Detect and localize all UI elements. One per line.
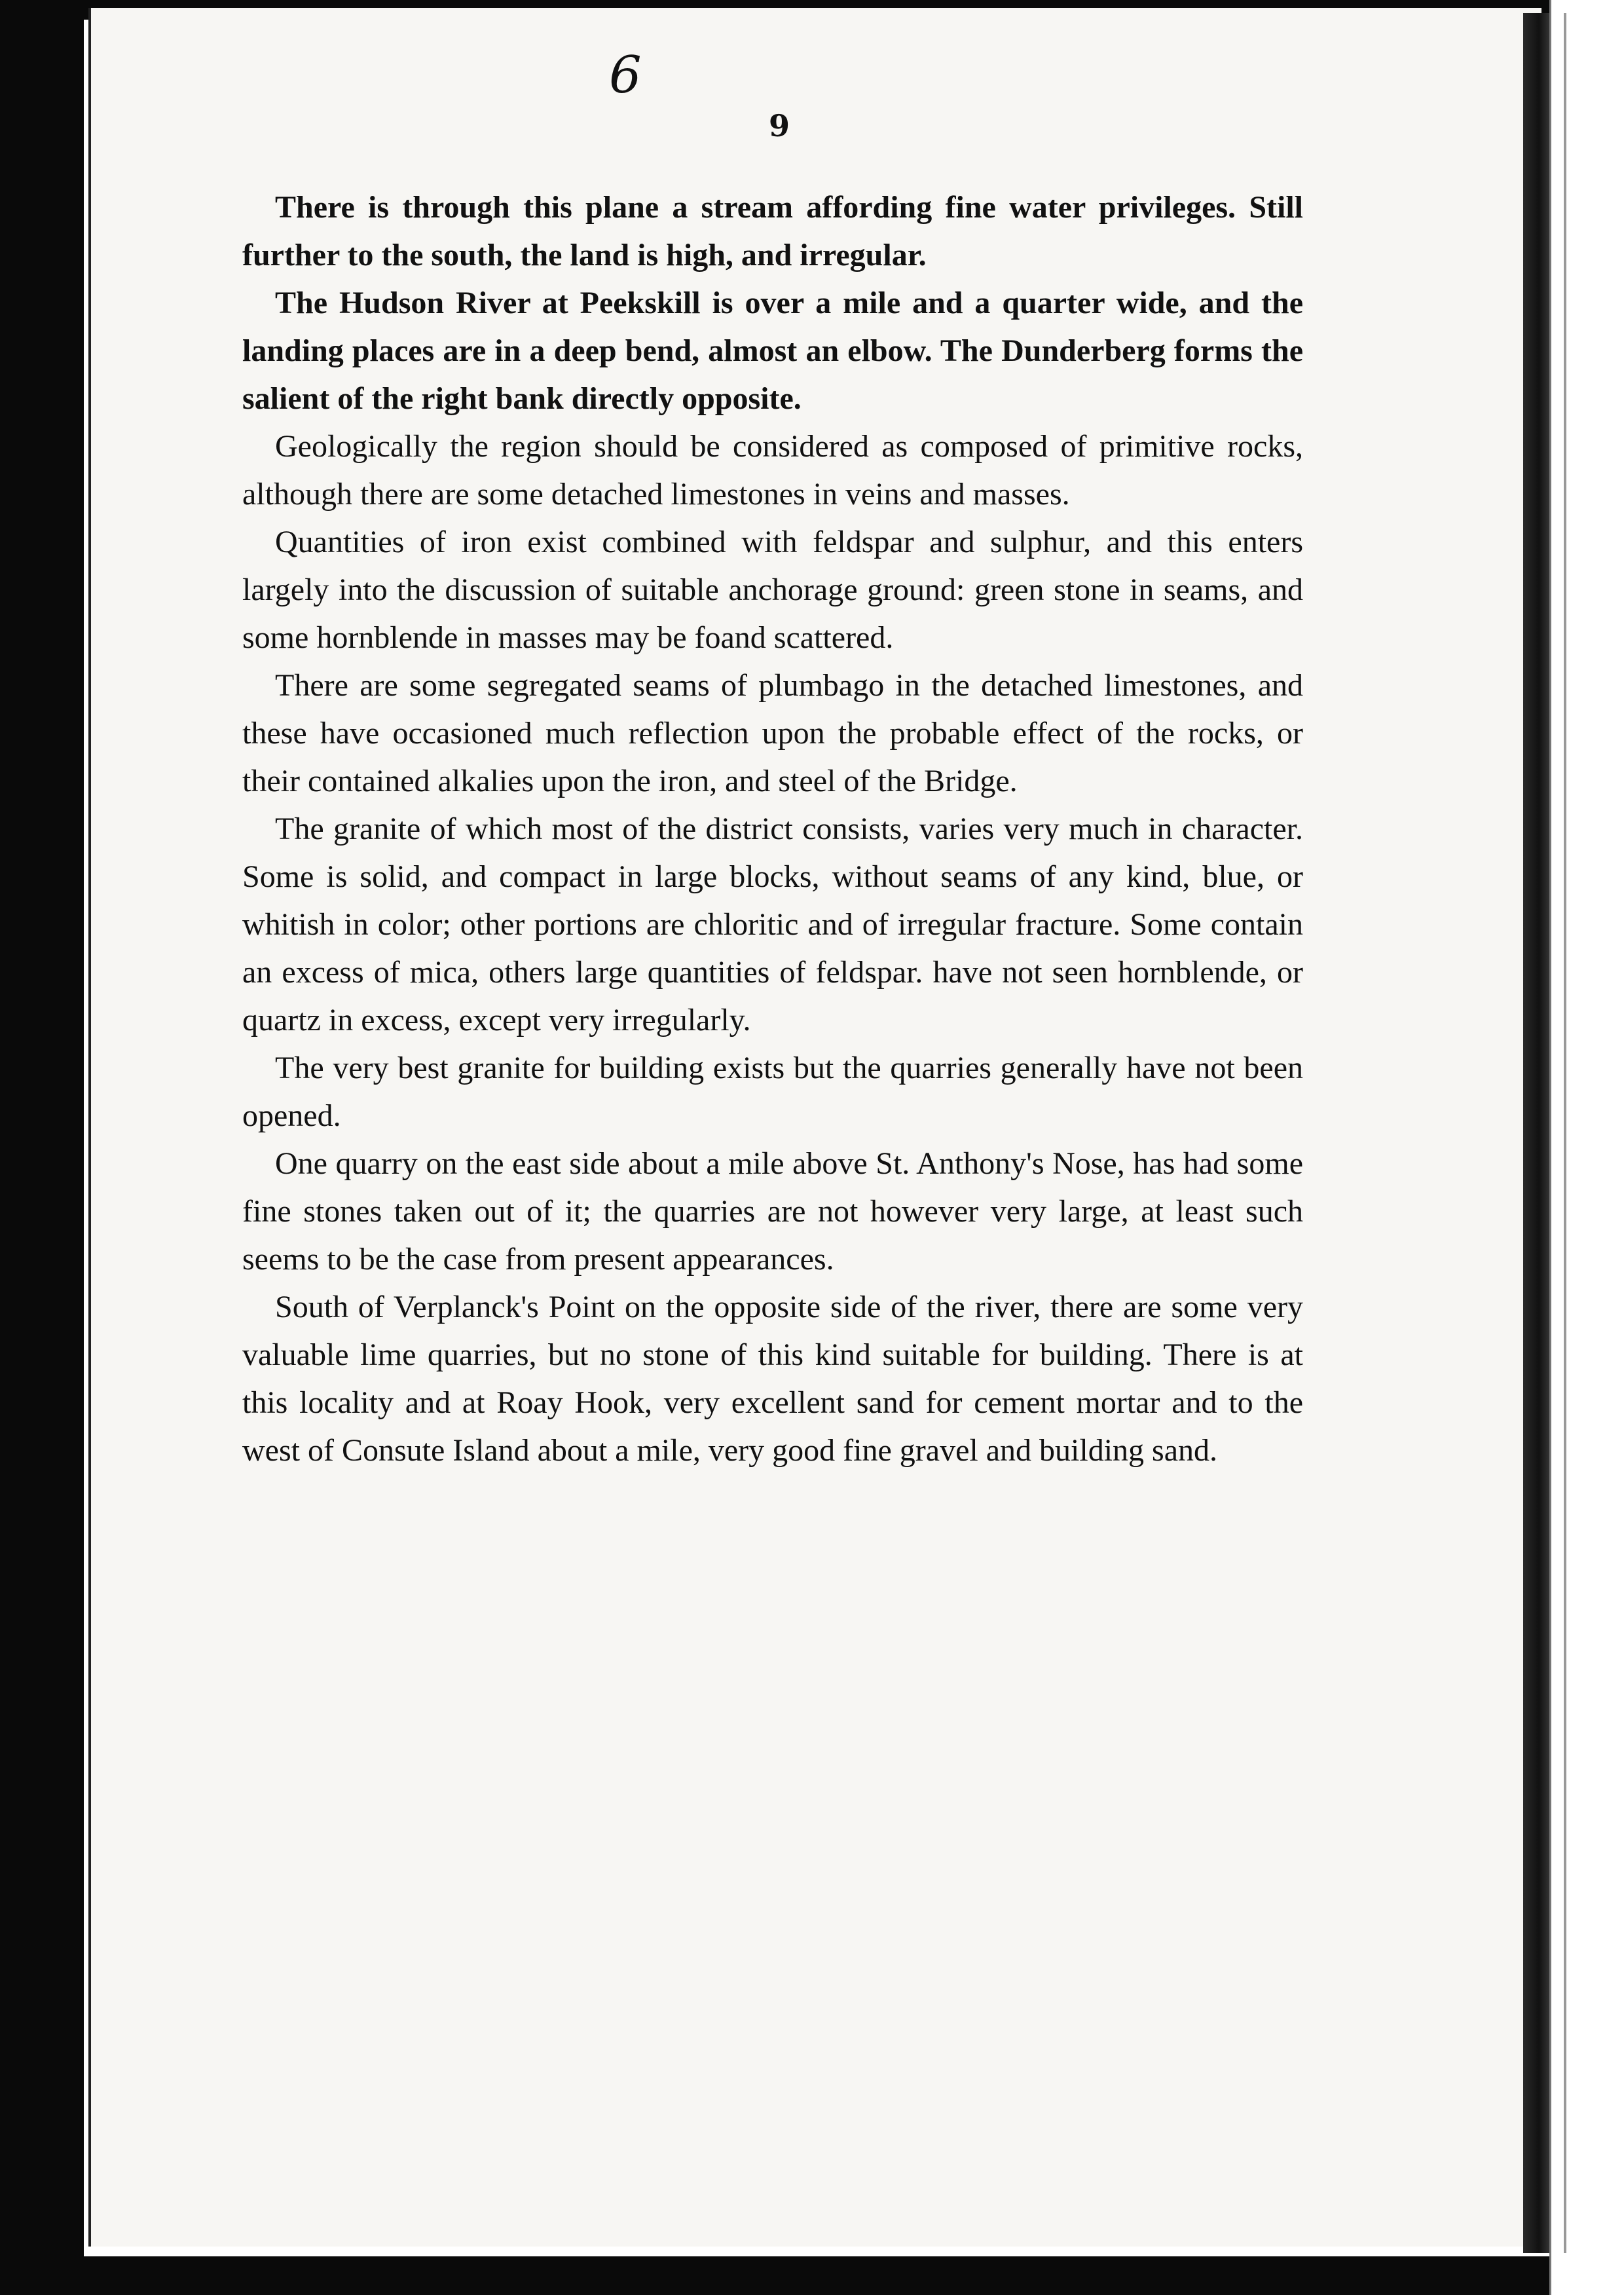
paragraph: There are some segregated seams of plumbago in the detached limestones, and these have occasioned much reflection upon the probable effect of the rocks, or their contained alkalies upon the iron, and steel of the Bridge.: [242, 668, 1303, 798]
page-edge-line: [1564, 13, 1566, 2253]
body-text: [242, 183, 1303, 1474]
paragraph: The very best granite for building exists but the quarries generally have not been opened.: [242, 1051, 1303, 1133]
page-gutter-shadow: [1523, 13, 1549, 2253]
paragraph: Quantities of iron exist combined with feldspar and sulphur, and this enters largely into the discussion of suitable anchorage ground: green stone in seams, and some hornblende in masses may be foand scattered.: [242, 525, 1303, 655]
paragraph: The granite of which most of the district consists, varies very much in character. Some is solid, and compact in large blocks, without seams of any kind, blue, or whitish in color; other portions are chloritic and of irregular fracture. Some contain an excess of mica, others large quantities of feldspar. have not seen hornblende, or quartz in excess, except very irregularly.: [242, 812, 1303, 1037]
paragraph: One quarry on the east side about a mile above St. Anthony's Nose, has had some fine stones taken out of it; the quarries are not however very large, at least such seems to be the case from present appearances.: [242, 1146, 1303, 1277]
paragraph: Geologically the region should be considered as composed of primitive rocks, although there are some detached limestones in veins and masses.: [242, 429, 1303, 512]
page-number: 9: [768, 108, 790, 143]
paragraph: There is through this plane a stream affording fine water privileges. Still further to the south, the land is high, and irregular.: [242, 190, 1303, 272]
paragraph: The Hudson River at Peekskill is over a mile and a quarter wide, and the landing places are in a deep bend, almost an elbow. The Dunderberg forms the salient of the right bank directly opposite.: [242, 286, 1303, 416]
handwritten-folio-mark: 6: [609, 46, 642, 105]
scan-frame-left: [0, 0, 84, 2295]
page-edge-margin: [1549, 0, 1624, 2295]
scan-frame-bottom: [0, 2256, 1624, 2295]
paragraph: South of Verplanck's Point on the opposite side of the river, there are some very valuable lime quarries, but no stone of this kind suitable for building. There is at this locality and at Roay Hook, very excellent sand for cement mortar and to the west of Consute Island about a mile, very good fine gravel and building sand.: [242, 1290, 1303, 1468]
